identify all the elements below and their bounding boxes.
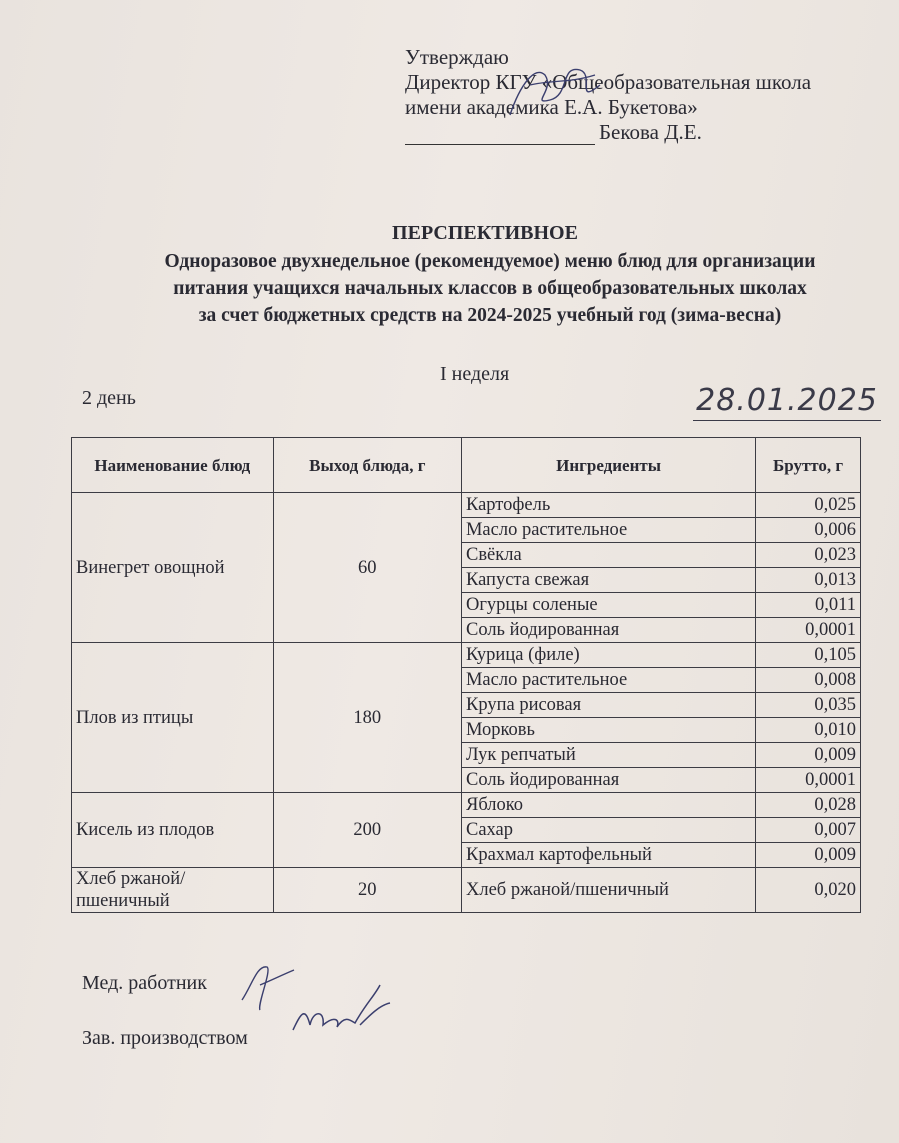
ingredient-gross-cell: 0,009: [756, 843, 861, 868]
ingredient-gross-cell: 0,0001: [756, 618, 861, 643]
production-head-label: Зав. производством: [82, 1027, 248, 1049]
menu-table: [71, 437, 861, 913]
ingredient-gross-cell: 0,011: [756, 593, 861, 618]
dish-yield-cell: 200: [273, 793, 461, 868]
day-label: 2 день: [82, 387, 136, 409]
ingredient-gross-cell: 0,028: [756, 793, 861, 818]
approval-school: имени академика Е.А. Букетова»: [405, 95, 698, 119]
handwritten-date: 28.01.2025: [693, 382, 881, 421]
ingredient-gross-cell: 0,020: [756, 868, 861, 913]
subtitle-line-2: питания учащихся начальных классов в общеобразовательных школах: [173, 278, 807, 299]
ingredient-name-cell: Яблоко: [461, 793, 755, 818]
table-row: [72, 643, 861, 668]
subtitle-line-1: Одноразовое двухнедельное (рекомендуемое) меню блюд для организации: [164, 251, 816, 272]
subtitle-line-3: за счет бюджетных средств на 2024-2025 учебный год (зима-весна): [198, 305, 782, 326]
ingredient-gross-cell: 0,013: [756, 568, 861, 593]
dish-yield-cell: 180: [273, 643, 461, 793]
director-signature: [500, 45, 610, 135]
table-row: [72, 868, 861, 913]
ingredient-name-cell: Курица (филе): [461, 643, 755, 668]
dish-yield-cell: 20: [273, 868, 461, 913]
dish-name-cell: Винегрет овощной: [72, 493, 274, 643]
dish-name-cell: Хлеб ржаной/ пшеничный: [72, 868, 274, 913]
document-subtitle: [80, 248, 899, 329]
ingredient-gross-cell: 0,105: [756, 643, 861, 668]
ingredient-name-cell: Сахар: [461, 818, 755, 843]
ingredient-gross-cell: 0,007: [756, 818, 861, 843]
table-header-row: [72, 438, 861, 493]
header-dish: Наименование блюд: [72, 438, 274, 493]
ingredient-gross-cell: 0,009: [756, 743, 861, 768]
ingredient-name-cell: Лук репчатый: [461, 743, 755, 768]
table-row: [72, 493, 861, 518]
ingredient-gross-cell: 0,023: [756, 543, 861, 568]
header-ingredients: Ингредиенты: [461, 438, 755, 493]
ingredient-gross-cell: 0,0001: [756, 768, 861, 793]
ingredient-name-cell: Свёкла: [461, 543, 755, 568]
header-gross: Брутто, г: [756, 438, 861, 493]
ingredient-name-cell: Капуста свежая: [461, 568, 755, 593]
director-name: Бекова Д.Е.: [599, 120, 702, 144]
ingredient-name-cell: Крупа рисовая: [461, 693, 755, 718]
dish-name-cell: Плов из птицы: [72, 643, 274, 793]
ingredient-name-cell: Огурцы соленые: [461, 593, 755, 618]
menu-table-body: [72, 493, 861, 913]
header-yield: Выход блюда, г: [273, 438, 461, 493]
ingredient-name-cell: Хлеб ржаной/пшеничный: [461, 868, 755, 913]
dish-name-cell: Кисель из плодов: [72, 793, 274, 868]
table-row: [72, 793, 861, 818]
ingredient-name-cell: Крахмал картофельный: [461, 843, 755, 868]
ingredient-gross-cell: 0,008: [756, 668, 861, 693]
ingredient-name-cell: Соль йодированная: [461, 618, 755, 643]
ingredient-gross-cell: 0,010: [756, 718, 861, 743]
ingredient-name-cell: Масло растительное: [461, 518, 755, 543]
ingredient-name-cell: Картофель: [461, 493, 755, 518]
week-label: I неделя: [440, 363, 510, 385]
ingredient-name-cell: Масло растительное: [461, 668, 755, 693]
ingredient-name-cell: Морковь: [461, 718, 755, 743]
ingredient-name-cell: Соль йодированная: [461, 768, 755, 793]
approval-label: Утверждаю: [405, 45, 509, 69]
ingredient-gross-cell: 0,035: [756, 693, 861, 718]
ingredient-gross-cell: 0,006: [756, 518, 861, 543]
med-worker-label: Мед. работник: [82, 972, 207, 994]
document-title: ПЕРСПЕКТИВНОЕ: [392, 222, 578, 244]
production-head-signature: [285, 975, 395, 1045]
ingredient-gross-cell: 0,025: [756, 493, 861, 518]
approval-director: Директор КГУ «Общеобразовательная школа: [405, 70, 812, 94]
dish-yield-cell: 60: [273, 493, 461, 643]
